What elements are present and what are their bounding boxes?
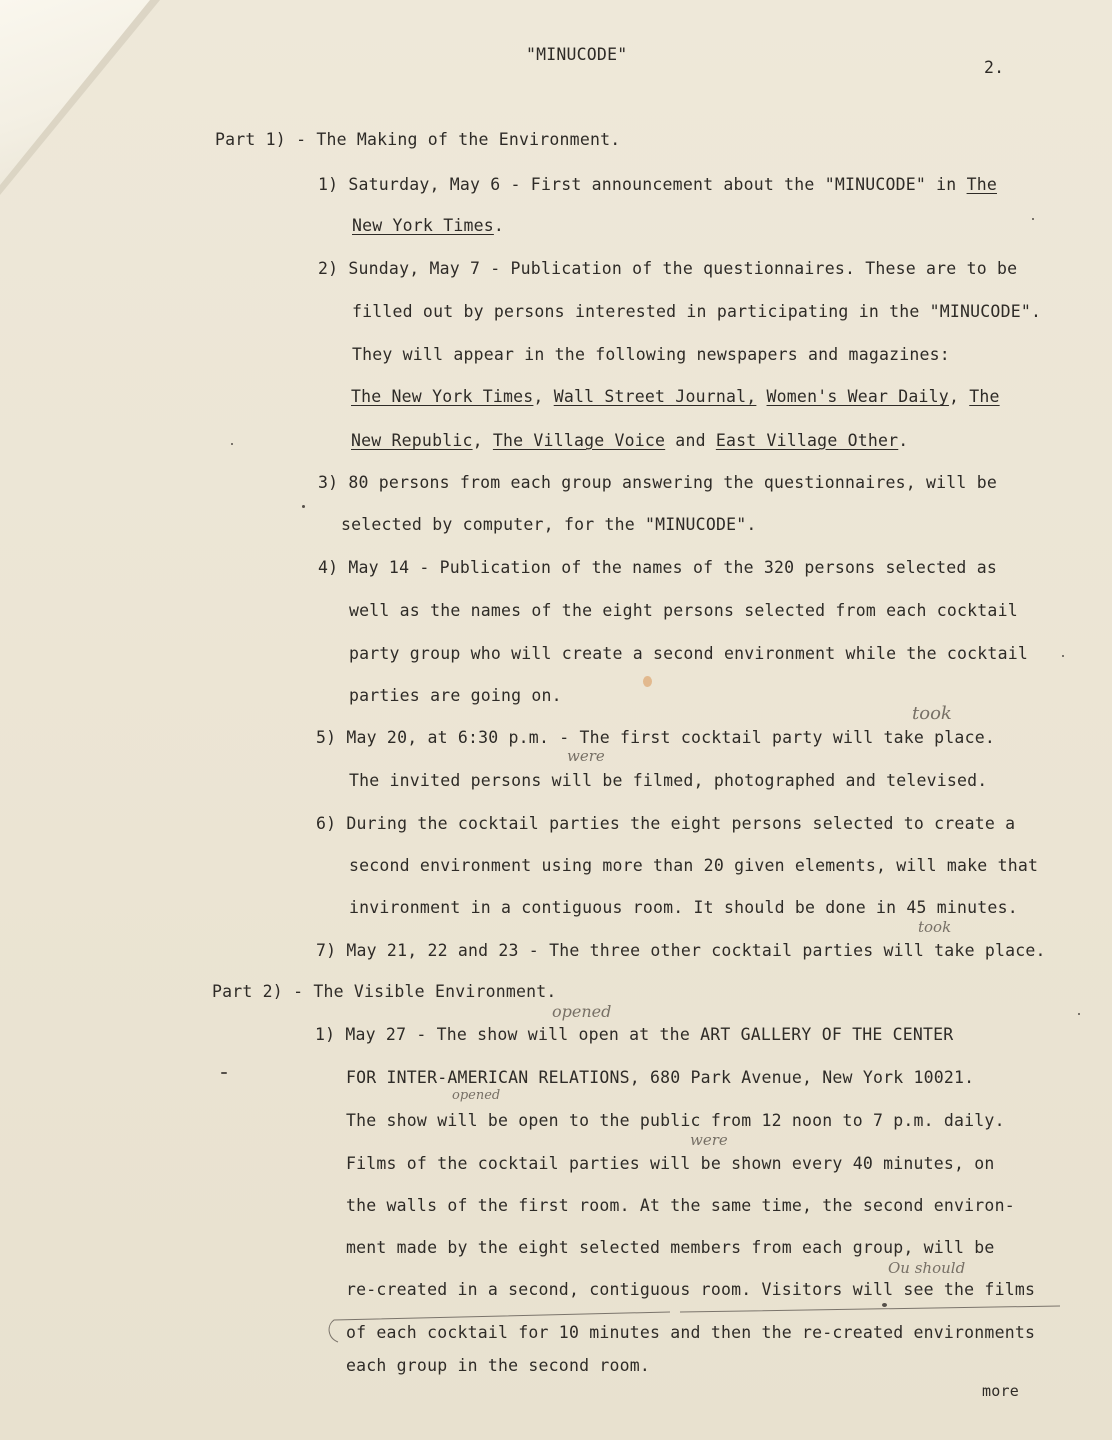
part1-item4-line1: 4) May 14 - Publication of the names of the 320 persons selected as	[318, 558, 997, 577]
part1-item1-line2	[352, 216, 504, 235]
paper-speck	[221, 1072, 227, 1074]
paper-speck	[1062, 655, 1064, 657]
handwritten-opened-2: opened	[452, 1088, 501, 1103]
part2-item1-line1: 1) May 27 - The show will open at the ART GALLERY OF THE CENTER	[315, 1025, 954, 1044]
sep: ,	[472, 431, 493, 450]
part1-item4-line3: party group who will create a second environment while the cocktail	[349, 644, 1028, 663]
continued-more: more	[982, 1382, 1019, 1400]
part1-item3-line2: selected by computer, for the "MINUCODE".	[341, 515, 757, 534]
part1-item2-line2: filled out by persons interested in participating in the "MINUCODE".	[352, 302, 1042, 321]
part1-item2-line3: They will appear in the following newspapers and magazines:	[352, 345, 950, 364]
part1-item2-line1: 2) Sunday, May 7 - Publication of the questionnaires. These are to be	[318, 259, 1018, 278]
handwritten-took-1: took	[912, 703, 952, 724]
page-number: 2.	[984, 58, 1005, 77]
pub-east-village-other: East Village Other	[715, 431, 899, 450]
part1-item5-line2: The invited persons will be filmed, photographed and televised.	[349, 771, 988, 790]
part2-item1-line4: Films of the cocktail parties will be shown every 40 minutes, on	[346, 1154, 995, 1173]
part2-item1-line7: re-created in a second, contiguous room. Visitors will see the films	[346, 1280, 1036, 1299]
pub-the: The	[969, 387, 1000, 406]
part1-heading: Part 1) - The Making of the Environment.	[215, 130, 621, 149]
part2-item1-line5: the walls of the first room. At the same time, the second environ-	[346, 1196, 1015, 1215]
pub-nyt: The New York Times	[351, 387, 534, 406]
pub-wwd: Women's Wear Daily	[766, 387, 949, 406]
nyt-underlined: New York Times	[352, 216, 494, 235]
part1-item6-line3: invironment in a contiguous room. It should be done in 45 minutes.	[349, 898, 1018, 917]
item1-text: 1) Saturday, May 6 - First announcement about the "MINUCODE" in	[318, 175, 967, 194]
part1-item6-line2: second environment using more than 20 given elements, will make that	[349, 856, 1039, 875]
period: .	[898, 431, 909, 450]
pub-new-republic: New Republic	[351, 431, 473, 450]
part1-item7-line1: 7) May 21, 22 and 23 - The three other cocktail parties will take place.	[316, 941, 1046, 960]
pub-wsj: Wall Street Journal,	[553, 387, 757, 406]
part2-item1-line8: of each cocktail for 10 minutes and then the re-created environments	[346, 1323, 1036, 1342]
paper-speck	[302, 505, 305, 508]
part1-item2-line5	[351, 431, 908, 450]
part1-item4-line4: parties are going on.	[349, 686, 562, 705]
item1-the-underlined: The	[966, 175, 997, 194]
part1-item3-line1: 3) 80 persons from each group answering the questionnaires, will be	[318, 473, 997, 492]
paper-speck	[231, 443, 233, 445]
page-curl	[0, 0, 150, 185]
sep: ,	[533, 387, 554, 406]
part1-item4-line2: well as the names of the eight persons selected from each cocktail	[349, 601, 1018, 620]
sep: and	[665, 431, 716, 450]
pencil-bracket	[320, 1300, 1080, 1350]
part1-item2-line4	[351, 387, 1000, 406]
period: .	[493, 216, 505, 235]
part2-item1-line2: FOR INTER-AMERICAN RELATIONS, 680 Park Avenue, New York 10021.	[346, 1068, 975, 1087]
paper-stain	[643, 676, 652, 687]
handwritten-opened-1: opened	[552, 1002, 612, 1021]
sep	[756, 387, 766, 406]
part2-item1-line6: ment made by the eight selected members from each group, will be	[346, 1238, 995, 1257]
handwritten-were-1: were	[567, 747, 605, 765]
paper-speck	[1032, 218, 1034, 220]
paper-speck	[882, 1303, 887, 1307]
handwritten-took-2: took	[918, 918, 952, 936]
part1-item5-line1: 5) May 20, at 6:30 p.m. - The first cocktail party will take place.	[316, 728, 995, 747]
part1-item1-line1	[318, 175, 997, 194]
sep: ,	[948, 387, 970, 406]
document-title: "MINUCODE"	[526, 45, 628, 64]
handwritten-could: Ou should	[888, 1259, 966, 1277]
part1-item6-line1: 6) During the cocktail parties the eight persons selected to create a	[316, 814, 1016, 833]
part2-heading: Part 2) - The Visible Environment.	[212, 982, 557, 1001]
handwritten-were-2: were	[690, 1131, 728, 1149]
pub-village-voice: The Village Voice	[492, 431, 666, 450]
part2-item1-line3: The show will be open to the public from 12 noon to 7 p.m. daily.	[346, 1111, 1005, 1130]
part2-item1-line9: each group in the second room.	[346, 1356, 651, 1375]
paper-speck	[1078, 1013, 1080, 1015]
